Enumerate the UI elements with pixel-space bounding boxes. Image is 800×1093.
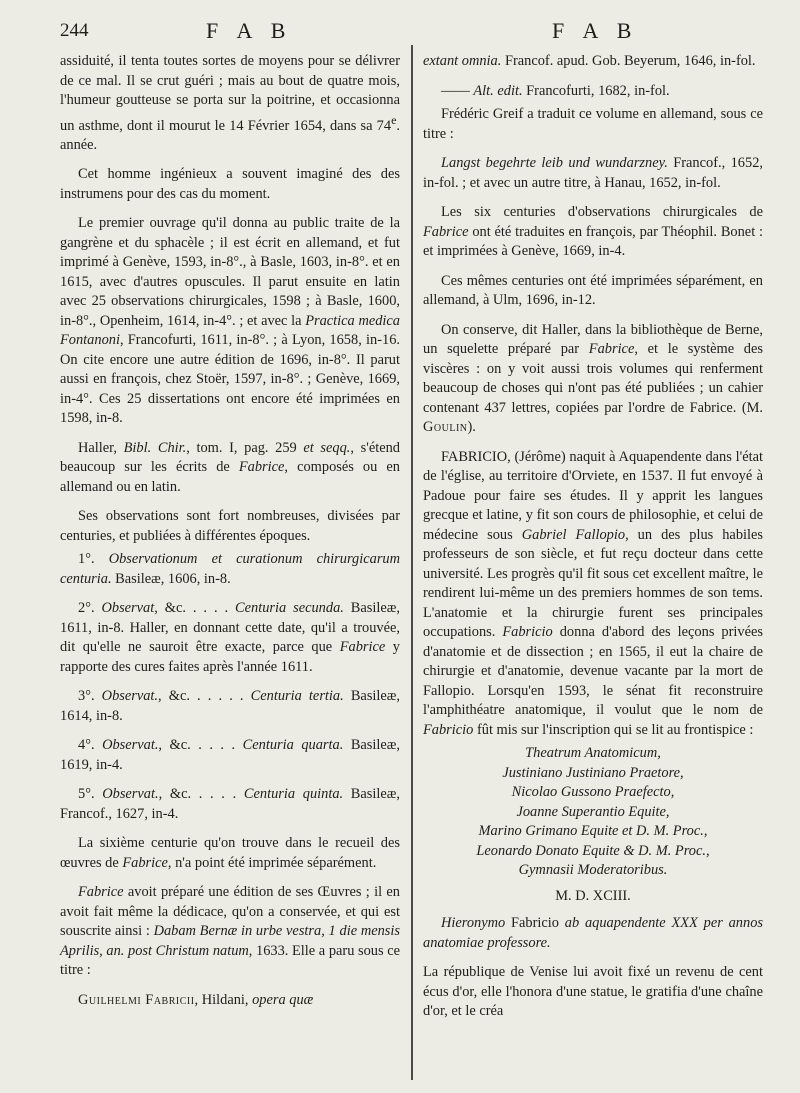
paragraph-r14: Leonardo Donato Equite & D. M. Proc., (476, 842, 710, 859)
paragraph-r11: Nicolao Gussono Praefecto, (511, 784, 675, 800)
left-column (60, 52, 400, 1020)
paragraph-r13: Marino Grimano Equite et D. M. Proc., (478, 823, 708, 839)
paragraph-r2: —— Alt. edit. Francofurti, 1682, in-fol. (441, 82, 670, 99)
paragraph-r7: On conserve, dit Haller, dans la bibliothèque de Berne, un squelette préparé par Fabrice, et le système des viscères : on y voit aussi trois volumes qui renferment beaucoup de choses qui n'ont pas été publiées ; un cahier contenant 437 lettres, copiées par l'ordre de Fabrice. (M. Goulin). (423, 321, 763, 435)
paragraph-r17: Hieronymo Fabricio ab aquapendente XXX per annos anatomiae professore. (423, 915, 763, 951)
paragraph-l10: 5°. Observat., &c. . . . . Centuria quinta. Basileæ, Francof., 1627, in-4. (60, 786, 400, 822)
paragraph-r8: FABRICIO, (Jérôme) naquit à Aquapendente dans l'état de l'église, au territoire d'Orviete, en 1537. Il fut envoyé à Padoue pour faire ses études. Il y apprit les langues grecque et latine, y fit son cours de philosophie, et celui de médecine sous Gabriel Fallopio, un des plus habiles professeurs de son siècle, et fut reçu docteur dans cette université. Les progrès qu'il fit sous cet excellent maître, le rendirent lui-même un des premiers hommes de son tems. L'anatomie et la chirurgie furent ses principales occupations. Fabricio donna d'abord des leçons privées d'anatomie et de dissection ; en 1565, il eut la chaire de chirurgie et d'anatomie, devenue vacante par la mort de Fallopio. Lorsqu'en 1593, le sénat fit reconstruire l'amphithéatre anatomique, il voulut que le nom de Fabricio fût mis sur l'inscription qui se lit au frontispice : (423, 448, 763, 738)
paragraph-l3: Le premier ouvrage qu'il donna au public traite de la gangrène et du sphacèle ; il est écrit en allemand, et fut imprimé à Genève, 1593, in-8°., à Basle, 1603, in-8°. et en 1615, avec d'autres opuscules. Il parut ensuite en latin avec 25 observations chirurgicales, 1598 ; à Basle, 1600, in-8°., Openheim, 1614, in-4°. ; et avec la Practica medica Fontanoni, Francofurti, 1611, in-8°. ; à Lyon, 1658, in-16. On cite encore une autre édition de 1696, in-8°. Il parut aussi en françois, chez Stoër, 1597, in-8°. ; Genève, 1669, in-4°. Ces 25 dissertations ont encore été imprimées en 1598, in-8. (60, 215, 400, 427)
paragraph-l6: 1°. Observationum et curationum chirurgicarum centuria. Basileæ, 1606, in-8. (60, 551, 401, 587)
paragraph-l8: 3°. Observat., &c. . . . . . Centuria tertia. Basileæ, 1614, in-8. (60, 688, 401, 724)
paragraph-r15: Gymnasii Moderatoribus. (518, 862, 668, 878)
paragraph-l4: Haller, Bibl. Chir., tom. I, pag. 259 et seqq., s'étend beaucoup sur les écrits de Fabrice, composés ou en allemand ou en latin. (60, 439, 400, 495)
paragraph-l12: Fabrice avoit préparé une édition de ses Œuvres ; il en avoit fait même la dédicace, qu'on a conservée, et qui est souscrite ainsi : Dabam Bernæ in urbe vestra, 1 die mensis Aprilis, an. post Christum natum, 1633. Elle a paru sous ce titre : (60, 884, 400, 979)
paragraph-r9: Theatrum Anatomicum, (525, 745, 661, 761)
paragraph-r4: Langst begehrte leib und wundarzney. Francof., 1652, in-fol. ; et avec un autre titre, à Hanau, 1652, in-fol. (423, 155, 763, 191)
paragraph-l1: assiduité, il tenta toutes sortes de moyens pour se délivrer de ce mal. Il se crut guéri ; mais au bout de quatre mois, l'humeur goutteuse se porta sur la poitrine, et occasionna un asthme, dont il mourut le 14 Février 1654, dans sa 74e. année. (60, 53, 400, 153)
paragraph-r6: Ces mêmes centuries ont été imprimées séparément, en allemand, à Ulm, 1696, in-12. (423, 272, 763, 308)
paragraph-r16: M. D. XCIII. (555, 887, 631, 904)
paragraph-l2: Cet homme ingénieux a souvent imaginé des des instrumens pour des cas du moment. (60, 166, 400, 202)
paragraph-r10: Justiniano Justiniano Praetore, (502, 764, 684, 781)
paragraph-l5: Ses observations sont fort nombreuses, divisées par centuries, et publiées à différentes époques. (60, 508, 400, 544)
right-column (423, 52, 763, 1032)
paragraph-l11: La sixième centurie qu'on trouve dans le recueil des œuvres de Fabrice, n'a point été imprimée séparément. (60, 835, 400, 871)
column-divider (411, 45, 413, 1080)
running-head-left: F A B (206, 18, 293, 43)
paragraph-r1: extant omnia. Francof. apud. Gob. Beyerum, 1646, in-fol. (423, 53, 756, 69)
paragraph-r3: Frédéric Greif a traduit ce volume en allemand, sous ce titre : (423, 106, 763, 142)
paragraph-r12: Joanne Superantio Equite, (516, 803, 670, 820)
page-number: 244 (60, 20, 89, 41)
paragraph-l7: 2°. Observat, &c. . . . . Centuria secunda. Basileæ, 1611, in-8. Haller, en donnant cette date, qu'il a trouvée, dit qu'elle ne sauroit être exacte, parce que Fabrice y rapporte des cures faites après l'année 1611. (60, 600, 400, 675)
paragraph-l13: Guilhelmi Fabricii, Hildani, opera quæ (78, 991, 314, 1008)
paragraph-r5: Les six centuries d'observations chirurgicales de Fabrice ont été traduites en françois, par Théophil. Bonet : et imprimées à Genève, 1669, in-4. (423, 204, 763, 259)
paragraph-r18: La république de Venise lui avoit fixé un revenu de cent écus d'or, elle l'honora d'une statue, le gratifia d'une chaîne d'or, et le créa (423, 964, 763, 1019)
paragraph-l9: 4°. Observat., &c. . . . . Centuria quarta. Basileæ, 1619, in-4. (60, 737, 400, 773)
running-head-right: F A B (552, 18, 639, 43)
